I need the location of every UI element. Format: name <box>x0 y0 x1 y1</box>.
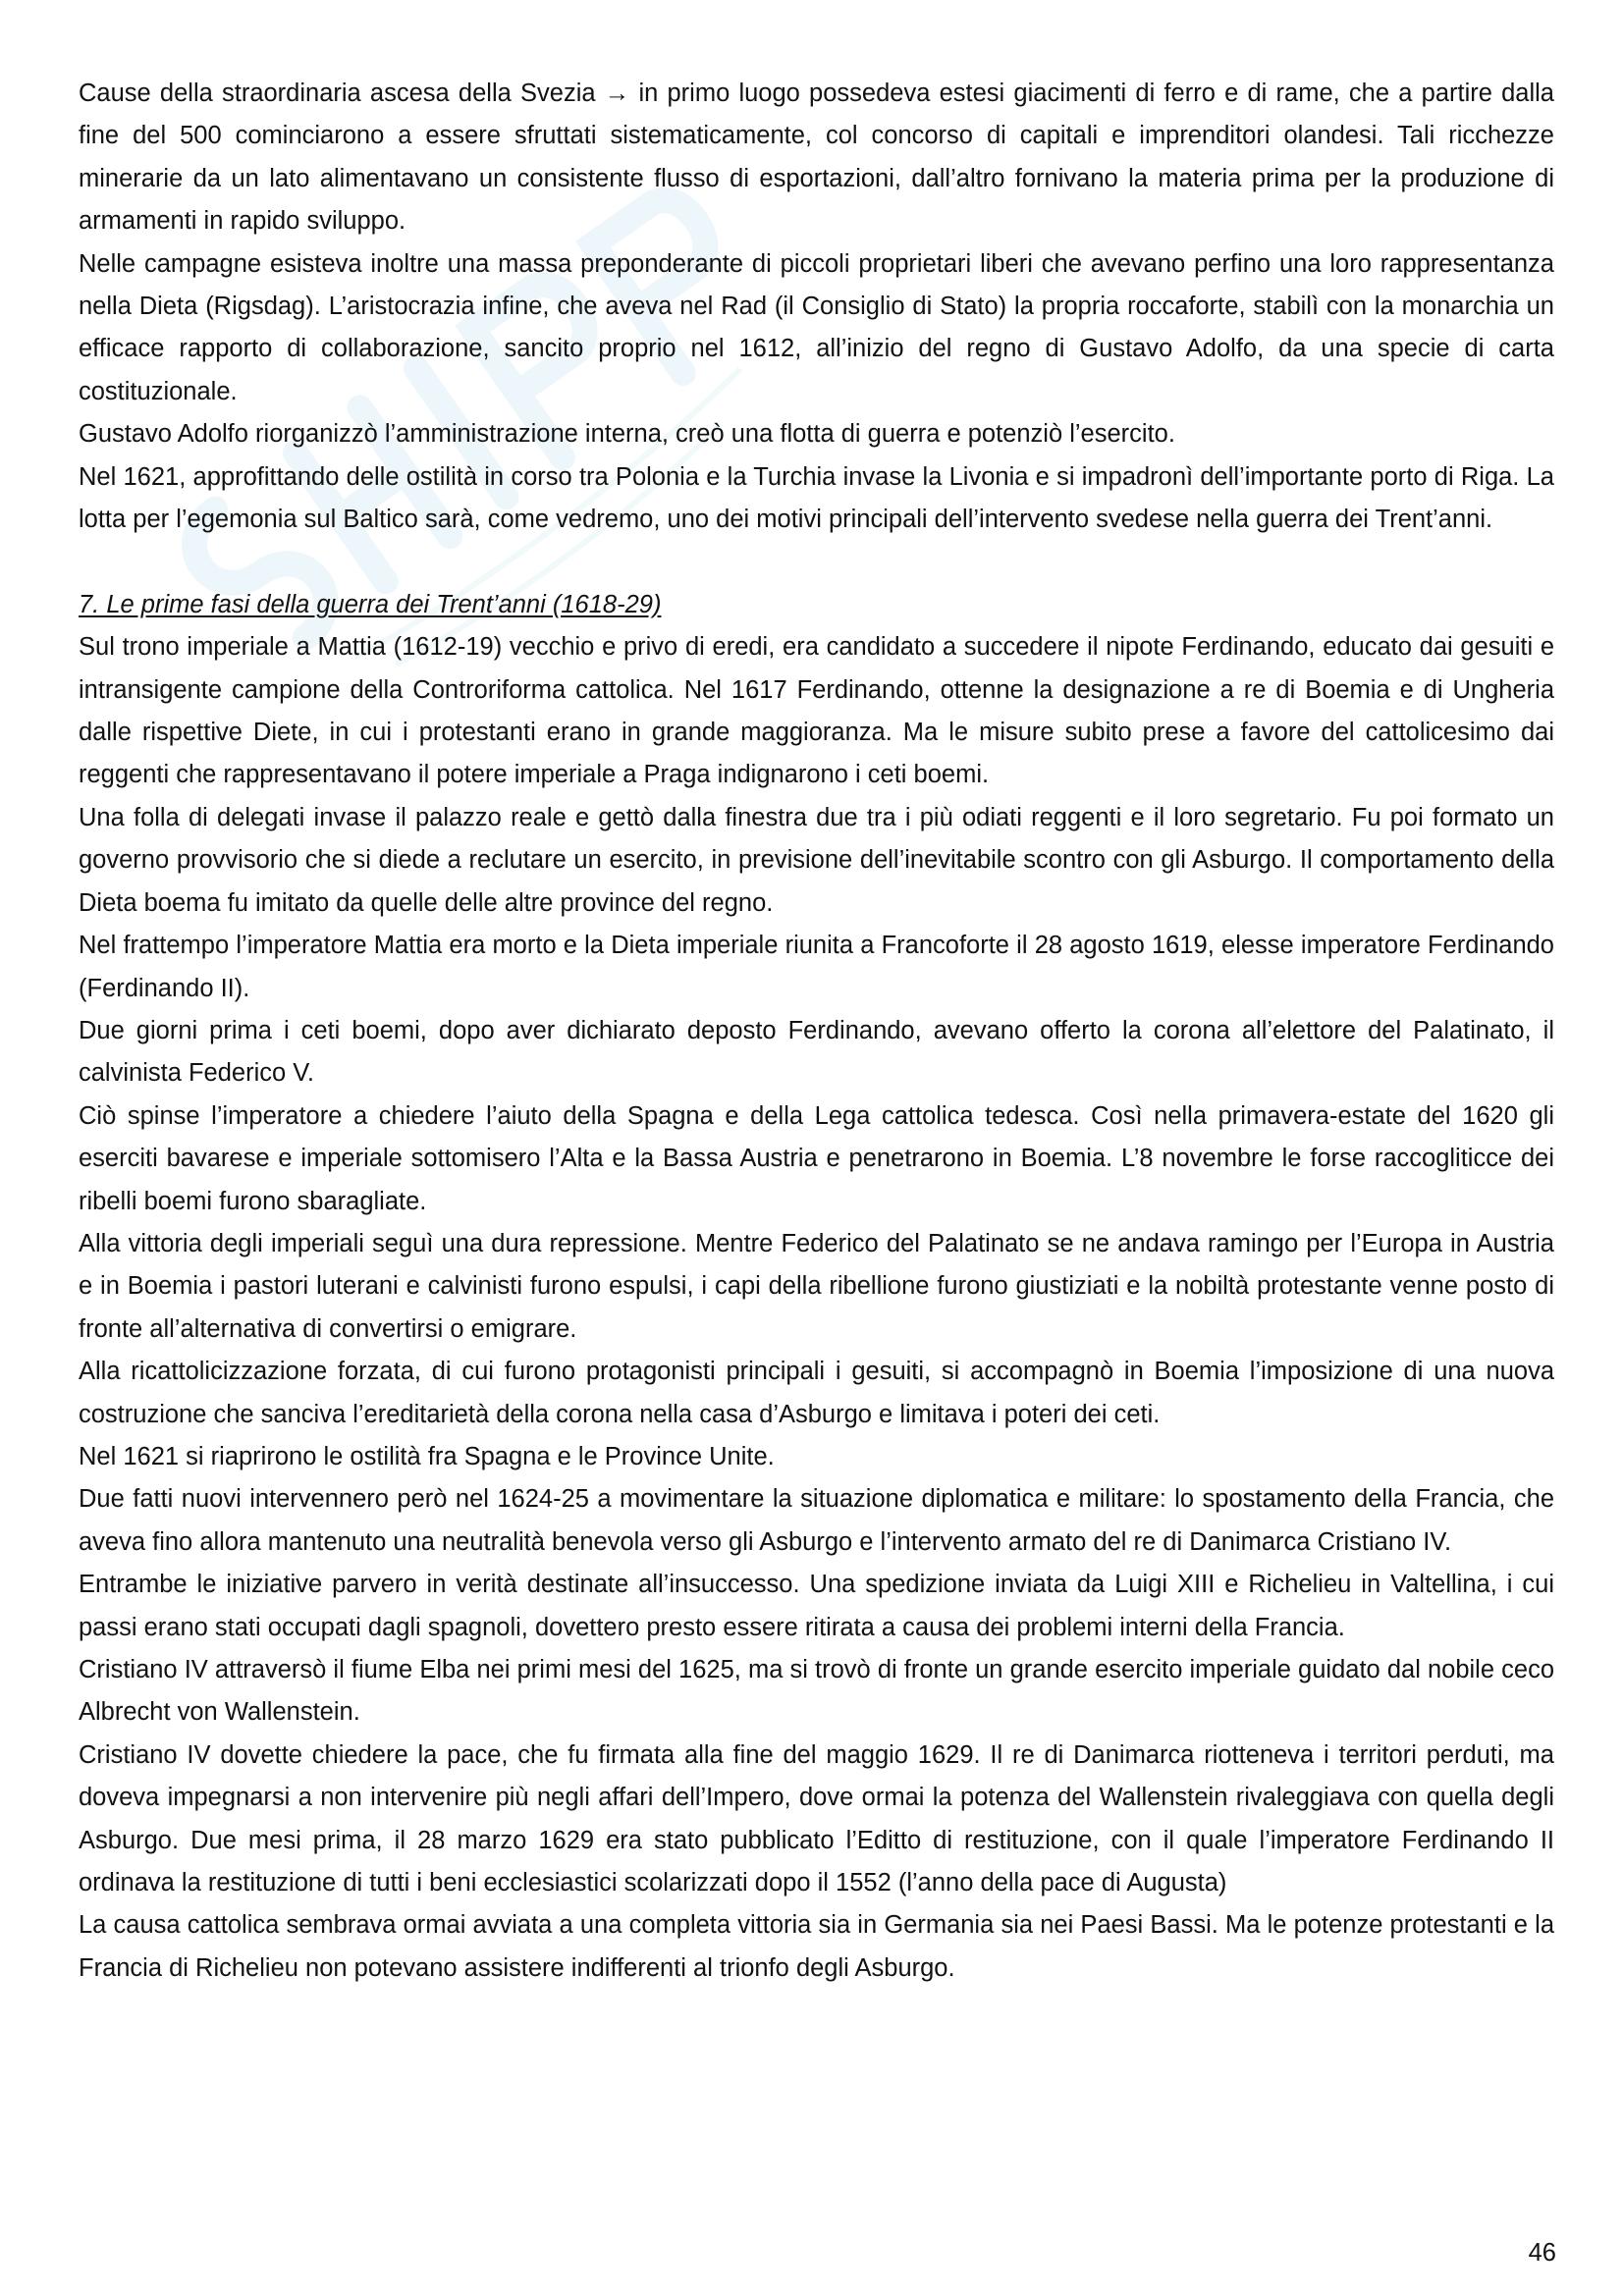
paragraph: Nelle campagne esisteva inoltre una massa preponderante di piccoli proprietari liberi che avevano perfino una loro rappresentanza nella Dieta (Rigsdag). L’aristocrazia infine, che aveva nel Rad (il Consiglio di Stato) la propria roccaforte, stabilì con la monarchia un efficace rapporto di collaborazione, sancito proprio nel 1612, all’inizio del regno di Gustavo Adolfo, da una specie di carta costituzionale. <box>79 249 1554 405</box>
paragraph: Due giorni prima i ceti boemi, dopo aver dichiarato deposto Ferdinando, avevano offerto la corona all’elettore del Palatinato, il calvinista Federico V. <box>79 1016 1554 1088</box>
paragraph: Due fatti nuovi intervennero però nel 1624-25 a movimentare la situazione diplomatica e militare: lo spostamento della Francia, che aveva fino allora mantenuto una neutralità benevola verso gli Asburgo e l’intervento armato del re di Danimarca Cristiano IV. <box>79 1485 1554 1556</box>
paragraph: Cristiano IV dovette chiedere la pace, che fu firmata alla fine del maggio 1629. Il re di Danimarca riotteneva i territori perduti, ma doveva impegnarsi a non intervenire più negli affari dell’Impero, dove ormai la potenza del Wallenstein rivaleggiava con quella degli Asburgo. Due mesi prima, il 28 marzo 1629 era stato pubblicato l’Editto di restituzione, con il quale l’imperatore Ferdinando II ordinava la restituzione di tutti i beni ecclesiastici scolarizzati dopo il 1552 (l’anno della pace di Augusta) <box>79 1740 1554 1897</box>
paragraph: Entrambe le iniziative parvero in verità destinate all’insuccesso. Una spedizione inviata da Luigi XIII e Richelieu in Valtellina, i cui passi erano stati occupati dagli spagnoli, dovettero presto essere ritirata a causa dei problemi interni della Francia. <box>79 1571 1554 1641</box>
document-body <box>79 73 1554 1990</box>
paragraph: Cause della straordinaria ascesa della Svezia → in primo luogo possedeva estesi giacimenti di ferro e di rame, che a partire dalla fine del 500 cominciarono a essere sfruttati sistematicamente, col concorso di capitali e imprenditori olandesi. Tali ricchezze minerarie da un lato alimentavano un consistente flusso di esportazioni, dall’altro fornivano la materia prima per la produzione di armamenti in rapido sviluppo. <box>79 80 1554 236</box>
paragraph: Una folla di delegati invase il palazzo reale e gettò dalla finestra due tra i più odiati reggenti e il loro segretario. Fu poi formato un governo provvisorio che si diede a reclutare un esercito, in previsione dell’inevitabile scontro con gli Asburgo. Il comportamento della Dieta boema fu imitato da quelle delle altre province del regno. <box>79 803 1554 917</box>
paragraph: Alla vittoria degli imperiali seguì una dura repressione. Mentre Federico del Palatinato se ne andava ramingo per l’Europa in Austria e in Boemia i pastori luterani e calvinisti furono espulsi, i capi della ribellione furono giustiziati e la nobiltà protestante venne posto di fronte all’alternativa di convertirsi o emigrare. <box>79 1229 1554 1343</box>
paragraph: Alla ricattolicizzazione forzata, di cui furono protagonisti principali i gesuiti, si accompagnò in Boemia l’imposizione di una nuova costruzione che sanciva l’ereditarietà della corona nella casa d’Asburgo e limitava i poteri dei ceti. <box>79 1358 1554 1428</box>
paragraph: La causa cattolica sembrava ormai avviata a una completa vittoria sia in Germania sia nei Paesi Bassi. Ma le potenze protestanti e la Francia di Richelieu non potevano assistere indifferenti al trionfo degli Asburgo. <box>79 1911 1554 1982</box>
paragraph: Sul trono imperiale a Mattia (1612-19) vecchio e privo di eredi, era candidato a succedere il nipote Ferdinando, educato dai gesuiti e intransigente campione della Controriforma cattolica. Nel 1617 Ferdinando, ottenne la designazione a re di Boemia e di Ungheria dalle rispettive Diete, in cui i protestanti erano in grande maggioranza. Ma le misure subito prese a favore del cattolicesimo dai reggenti che rappresentavano il potere imperiale a Praga indignarono i ceti boemi. <box>79 633 1554 789</box>
paragraph: Ciò spinse l’imperatore a chiedere l’aiuto della Spagna e della Lega cattolica tedesca. Così nella primavera-estate del 1620 gli eserciti bavarese e imperiale sottomisero l’Alta e la Bassa Austria e penetrarono in Boemia. L’8 novembre le forse raccogliticce dei ribelli boemi furono sbaragliate. <box>79 1101 1554 1215</box>
paragraph: Nel frattempo l’imperatore Mattia era morto e la Dieta imperiale riunita a Francoforte il 28 agosto 1619, elesse imperatore Ferdinando (Ferdinando II). <box>79 932 1554 1002</box>
paragraph: Gustavo Adolfo riorganizzò l’amministrazione interna, creò una flotta di guerra e potenziò l’esercito. <box>79 420 1175 449</box>
page-number: 46 <box>1528 2239 1556 2267</box>
paragraph: Cristiano IV attraversò il fiume Elba nei primi mesi del 1625, ma si trovò di fronte un grande esercito imperiale guidato dal nobile ceco Albrecht von Wallenstein. <box>79 1656 1554 1727</box>
paragraph: Nel 1621 si riaprirono le ostilità fra Spagna e le Province Unite. <box>79 1442 775 1470</box>
section-heading: 7. Le prime fasi della guerra dei Trent’anni (1618-29) <box>79 590 662 618</box>
paragraph: Nel 1621, approfittando delle ostilità in corso tra Polonia e la Turchia invase la Livonia e si impadronì dell’importante porto di Riga. La lotta per l’egemonia sul Baltico sarà, come vedremo, uno dei motivi principali dell’intervento svedese nella guerra dei Trent’anni. <box>79 462 1554 534</box>
